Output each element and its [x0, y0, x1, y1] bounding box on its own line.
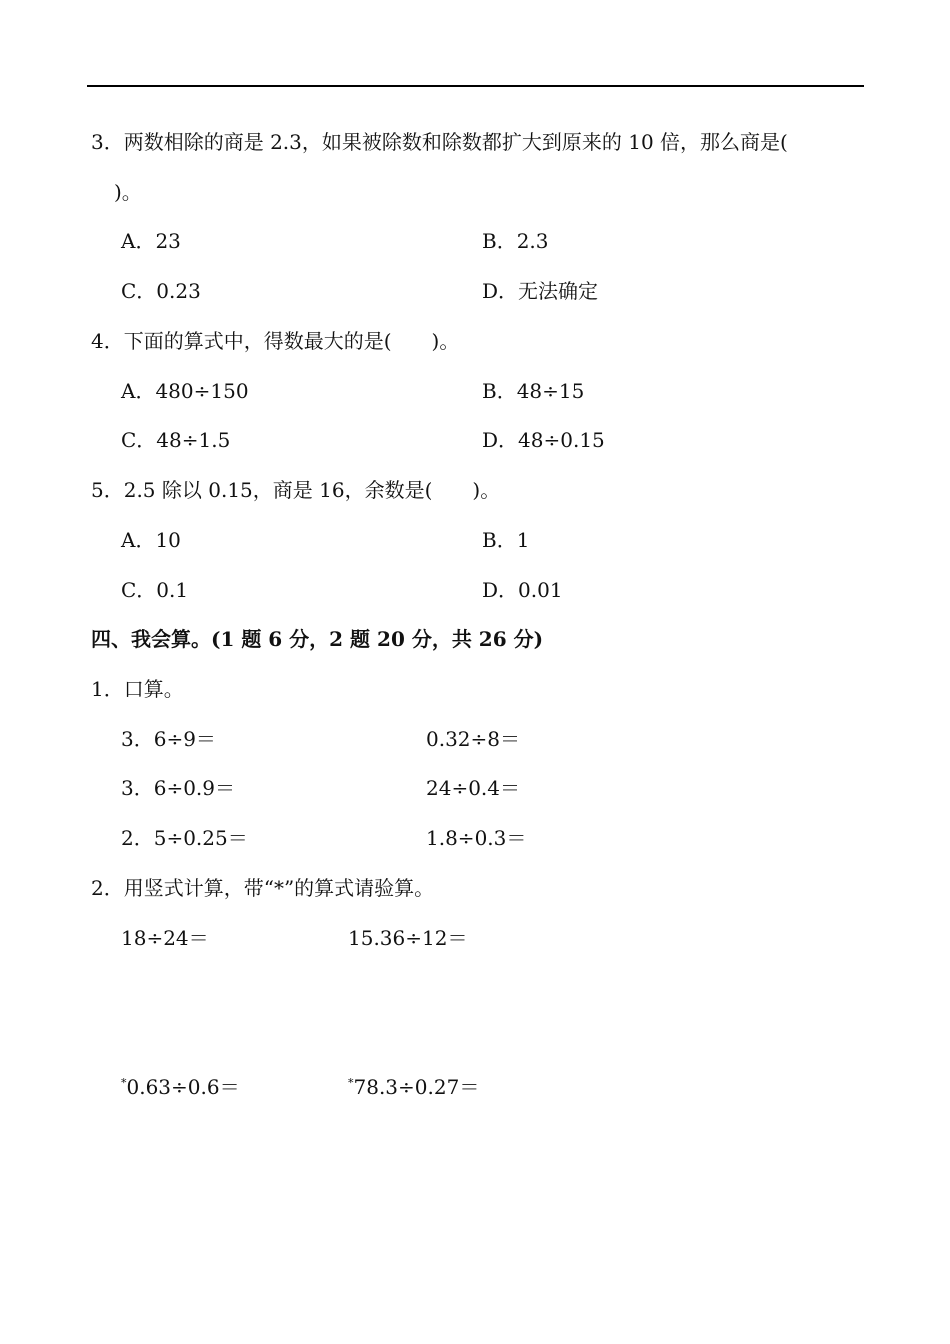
- section4-part1-title: 1．口算。: [91, 677, 184, 701]
- q4-option-d: D．48÷0.15: [482, 428, 605, 452]
- star-mark: *: [121, 1076, 127, 1090]
- q4-option-a: A．480÷150: [121, 379, 249, 403]
- q4-option-b: B．48÷15: [482, 379, 585, 403]
- starred-calc-item: [121, 1075, 240, 1099]
- q5-option-c: C．0.1: [121, 578, 189, 602]
- starred-calc-item: [348, 1075, 479, 1099]
- mental-calc-item: 24÷0.4＝: [426, 776, 521, 800]
- q5-option-d: D．0.01: [482, 578, 563, 602]
- mental-calc-item: 3．6÷0.9＝: [121, 776, 236, 800]
- q3-stem-line1: 3．两数相除的商是 2.3，如果被除数和除数都扩大到原来的 10 倍，那么商是(: [91, 130, 788, 154]
- mental-calc-item: 3．6÷9＝: [121, 727, 216, 751]
- mental-calc-item: 0.32÷8＝: [426, 727, 521, 751]
- starred-calc-text: 0.63÷0.6＝: [126, 1075, 240, 1099]
- q3-option-c: C．0.23: [121, 279, 201, 303]
- q3-stem-line2: )。: [114, 180, 142, 204]
- q4-option-c: C．48÷1.5: [121, 428, 231, 452]
- q3-option-d: D．无法确定: [482, 279, 599, 303]
- starred-calc-text: 78.3÷0.27＝: [353, 1075, 480, 1099]
- q5-option-b: B．1: [482, 528, 530, 552]
- q4-stem: 4．下面的算式中，得数最大的是( )。: [91, 329, 460, 353]
- header-rule: [87, 85, 864, 87]
- q5-stem: 5．2.5 除以 0.15，商是 16，余数是( )。: [91, 478, 501, 502]
- vertical-calc-item: 15.36÷12＝: [348, 926, 468, 950]
- star-mark: *: [348, 1076, 354, 1090]
- section4-part2-title: 2．用竖式计算，带“*”的算式请验算。: [91, 876, 435, 900]
- q3-option-a: A．23: [121, 229, 181, 253]
- vertical-calc-item: 18÷24＝: [121, 926, 209, 950]
- mental-calc-item: 1.8÷0.3＝: [426, 826, 527, 850]
- mental-calc-item: 2．5÷0.25＝: [121, 826, 248, 850]
- q3-option-b: B．2.3: [482, 229, 549, 253]
- q5-option-a: A．10: [121, 528, 181, 552]
- section4-heading: 四、我会算。(1 题 6 分，2 题 20 分，共 26 分): [91, 627, 544, 651]
